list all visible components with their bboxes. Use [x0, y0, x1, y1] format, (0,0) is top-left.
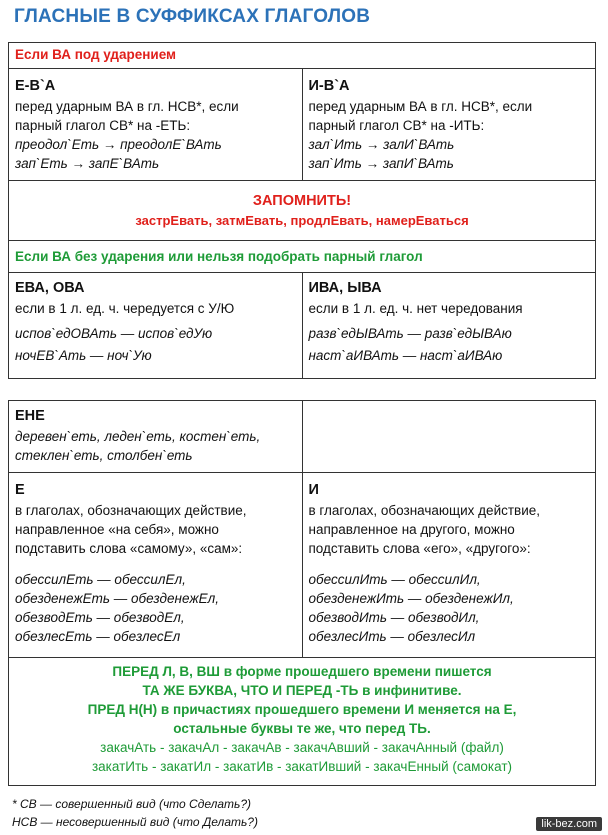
ene-cell: [9, 401, 303, 473]
i-rule-1: в глаголах, обозначающих действие,: [308, 503, 541, 518]
past-line-2: ТА ЖЕ БУКВА, ЧТО И ПЕРЕД -ТЬ в инфинитиве.: [142, 683, 462, 698]
unstressed-left-heading: ЕВА, ОВА: [15, 280, 85, 296]
i-cell: [302, 473, 596, 658]
ene-table: [8, 400, 596, 786]
past-example-1: закачАть - закачАл - закачАв - закачАвший - закачАнный (файл): [100, 740, 504, 755]
i-heading: И: [308, 482, 319, 498]
stressed-table: [8, 42, 596, 379]
stressed-left-rule-2: парный глагол СВ* на -ЕТЬ:: [15, 118, 191, 133]
stressed-right-rule-1: перед ударным ВА в гл. НСВ*, если: [308, 99, 533, 114]
e-example: обезлесЕть — обезлесЕл: [15, 629, 181, 644]
e-rule-3: подставить слова «самому», «сам»:: [15, 541, 243, 556]
unstressed-right-cell: [302, 273, 596, 379]
past-cell: [9, 658, 596, 786]
watermark: lik-bez.com: [536, 817, 602, 831]
i-rule-2: направленное на другого, можно: [308, 522, 515, 537]
stressed-left-rule-1: перед ударным ВА в гл. НСВ*, если: [15, 99, 239, 114]
i-examples: [309, 570, 590, 646]
i-example: обессилИть — обессилИл,: [308, 572, 481, 587]
remember-cell: [9, 181, 596, 241]
unstressed-right-example-2: наст`аИВАть — наст`аИВАю: [308, 348, 503, 363]
footnote-sv: * СВ — совершенный вид (что Сделать?): [12, 797, 252, 811]
stressed-right-cell: [302, 69, 596, 181]
e-rule-2: направленное «на себя», можно: [15, 522, 219, 537]
stressed-right-example-1: зал`Ить → залИ`ВАть: [308, 137, 455, 152]
e-example: обессилЕть — обессилЕл,: [15, 572, 186, 587]
unstressed-left-example-1: испов`едОВАть — испов`едУю: [15, 326, 213, 341]
page-title: ГЛАСНЫЕ В СУФФИКСАХ ГЛАГОЛОВ: [14, 6, 371, 27]
e-cell: [9, 473, 303, 658]
unstressed-right-example-1: разв`едЫВАть — разв`едЫВАю: [308, 326, 512, 341]
unstressed-left-cell: [9, 273, 303, 379]
stressed-left-heading: Е-В`А: [15, 78, 56, 94]
past-line-3: ПРЕД Н(Н) в причастиях прошедшего времени И меняется на Е,: [87, 702, 517, 717]
unstressed-right-heading: ИВА, ЫВА: [308, 280, 382, 296]
stressed-header: Если ВА под ударением: [9, 43, 596, 69]
stressed-right-example-2: зап`Ить → запИ`ВАть: [308, 156, 454, 171]
ene-empty-cell: [302, 401, 596, 473]
e-example: обезводЕть — обезводЕл,: [15, 610, 185, 625]
past-example-2: закатИть - закатИл - закатИв - закатИвший - закачЕнный (самокат): [91, 759, 513, 774]
past-line-1: ПЕРЕД Л, В, ВШ в форме прошедшего времени пишется: [112, 664, 492, 679]
e-example: обезденежЕть — обезденежЕл,: [15, 591, 219, 606]
past-line-4: остальные буквы те же, что перед ТЬ.: [173, 721, 431, 736]
ene-example-1: деревен`еть, леден`еть, костен`еть,: [15, 429, 261, 444]
stressed-right-heading: И-В`А: [308, 78, 350, 94]
remember-words: застрЕвать, затмЕвать, продлЕвать, намерЕваться: [135, 212, 469, 228]
e-examples: [15, 570, 296, 646]
stressed-left-example-2: зап`Еть → запЕ`ВАть: [15, 156, 160, 171]
unstressed-left-example-2: ночЕВ`Ать — ноч`Ую: [15, 348, 152, 363]
i-example: обезлесИть — обезлесИл: [308, 629, 476, 644]
footnote-nsv: НСВ — несовершенный вид (что Делать?): [12, 815, 258, 829]
ene-heading: ЕНЕ: [15, 408, 45, 424]
stressed-left-example-1: преодол`Еть → преодолЕ`ВАть: [15, 137, 222, 152]
unstressed-left-rule: если в 1 л. ед. ч. чередуется с У/Ю: [15, 301, 235, 316]
ene-example-2: стеклен`еть, столбен`еть: [15, 448, 193, 463]
stressed-left-cell: [9, 69, 303, 181]
remember-heading: ЗАПОМНИТЬ!: [252, 192, 352, 209]
e-rule-1: в глаголах, обозначающих действие,: [15, 503, 247, 518]
stressed-right-rule-2: парный глагол СВ* на -ИТЬ:: [308, 118, 485, 133]
i-example: обезденежИть — обезденежИл,: [308, 591, 514, 606]
unstressed-header: Если ВА без ударения или нельзя подобрать парный глагол: [9, 241, 596, 273]
e-heading: Е: [15, 482, 25, 498]
i-example: обезводИть — обезводИл,: [308, 610, 480, 625]
unstressed-right-rule: если в 1 л. ед. ч. нет чередования: [308, 301, 523, 316]
i-rule-3: подставить слова «его», «другого»:: [308, 541, 531, 556]
